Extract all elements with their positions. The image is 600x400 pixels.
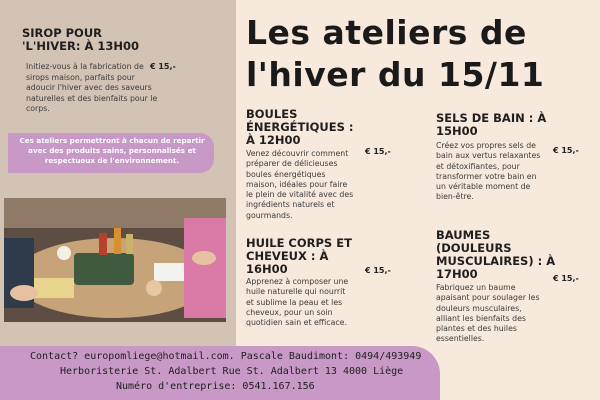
workshop-photo-illustration (4, 198, 226, 322)
huile-title: HUILE CORPS ET CHEVEUX : À 16H00 (246, 236, 352, 276)
baumes-description: Fabriquez un baume apaisant pour soulager les douleurs musculaires, alliant les bienfaits des plantes et des huiles essentielles. (436, 283, 540, 344)
footer-address-line: Herboristerie St. Adalbert Rue St. Adalbert 13 4000 Liège (60, 366, 404, 377)
main-title: Les ateliers de l'hiver du 15/11 (246, 13, 545, 94)
workshop-photo (4, 198, 226, 322)
baumes-title: BAUMES (DOULEURS MUSCULAIRES) : À 17H00 (436, 228, 556, 281)
sirop-title: SIROP POUR 'L'HIVER: À 13H00 (22, 26, 140, 53)
sirop-price: € 15,- (150, 62, 176, 71)
footer-company-number: Numéro d'entreprise: 0541.167.156 (116, 381, 315, 392)
baumes-price: € 15,- (553, 274, 579, 283)
info-banner-text: Ces ateliers permettront à chacun de repartir avec des produits sains, personnalisés et respectueux de l'environnement. (19, 136, 205, 165)
huile-price: € 15,- (365, 266, 391, 275)
sels-description: Créez vos propres sels de bain aux vertus relaxantes et détoxifiantes, pour transformer votre bain en un véritable moment de bien-être. (436, 141, 541, 202)
boules-title: BOULES ÉNERGÉTIQUES : À 12H00 (246, 107, 354, 147)
boules-price: € 15,- (365, 147, 391, 156)
boules-description: Venez découvrir comment préparer de délicieuses boules énergétiques maison, idéales pour faire le plein de vitalité avec des ingrédients naturels et gourmands. (246, 149, 354, 220)
sirop-description: Initiez-vous à la fabrication de sirops maison, parfaits pour adoucir l'hiver avec des saveurs naturelles et des bienfaits pour le corps. (26, 62, 158, 113)
sels-price: € 15,- (553, 146, 579, 155)
huile-description: Apprenez à composer une huile naturelle qui nourrit et sublime la peau et les cheveux, pour un soin quotidien sain et efficace. (246, 277, 349, 328)
sels-title: SELS DE BAIN : À 15H00 (436, 111, 547, 138)
footer-contact-line: Contact? europomliege@hotmail.com. Pascale Baudimont: 0494/493949 (30, 351, 422, 362)
